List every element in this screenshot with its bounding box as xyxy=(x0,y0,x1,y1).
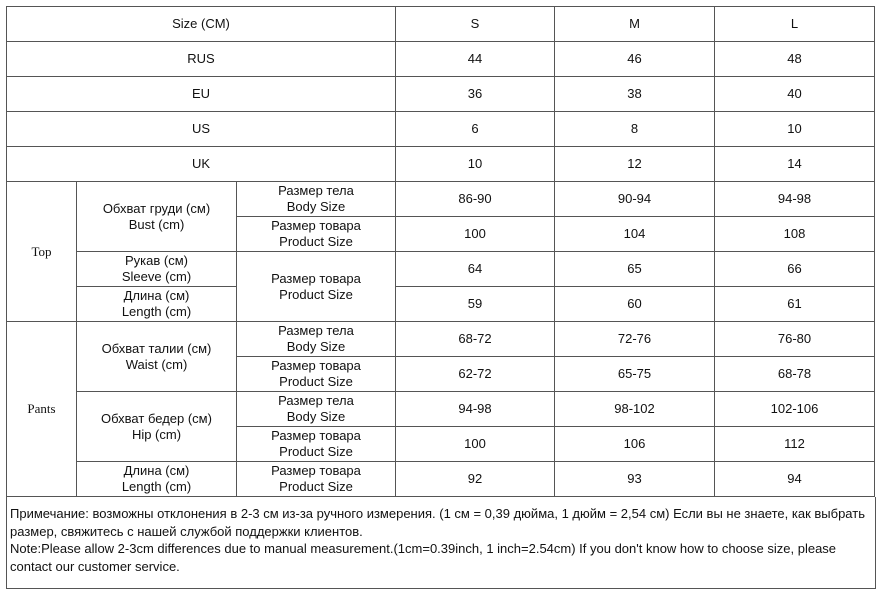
region-uk: UK xyxy=(7,147,396,182)
size-m-header: M xyxy=(555,7,715,42)
cell: 65 xyxy=(555,252,715,287)
cell: 94-98 xyxy=(396,392,555,427)
product-size-ru: Размер товара xyxy=(271,463,361,478)
body-size-label xyxy=(237,182,396,217)
region-eu: EU xyxy=(7,77,396,112)
cell: 46 xyxy=(555,42,715,77)
length-label-en: Length (cm) xyxy=(121,304,192,319)
cell: 104 xyxy=(555,217,715,252)
pants-section-label: Pants xyxy=(7,322,77,497)
cell: 61 xyxy=(715,287,875,322)
bust-label-ru: Обхват груди (см) xyxy=(102,200,211,216)
bust-label-en: Bust (cm) xyxy=(128,216,185,232)
cell: 66 xyxy=(715,252,875,287)
table-row xyxy=(7,322,875,357)
cell: 76-80 xyxy=(715,322,875,357)
cell: 100 xyxy=(396,427,555,462)
product-size-ru: Размер товара xyxy=(271,270,361,286)
size-s-header: S xyxy=(396,7,555,42)
body-size-label xyxy=(237,392,396,427)
size-chart xyxy=(6,6,874,589)
size-table xyxy=(6,6,875,497)
body-size-ru: Размер тела xyxy=(278,183,354,198)
length-label-en: Length (cm) xyxy=(121,479,192,494)
table-row xyxy=(7,252,875,287)
top-section-label: Top xyxy=(7,182,77,322)
waist-label xyxy=(77,322,237,392)
note-box xyxy=(6,497,876,589)
sleeve-label-en: Sleeve (cm) xyxy=(121,269,192,284)
cell: 102-106 xyxy=(715,392,875,427)
cell: 40 xyxy=(715,77,875,112)
product-size-ru: Размер товара xyxy=(271,428,361,443)
table-row xyxy=(7,287,875,322)
cell: 94 xyxy=(715,462,875,497)
product-size-label xyxy=(237,217,396,252)
waist-label-en: Waist (cm) xyxy=(125,356,188,372)
table-row xyxy=(7,462,875,497)
cell: 60 xyxy=(555,287,715,322)
table-row xyxy=(7,392,875,427)
cell: 92 xyxy=(396,462,555,497)
cell: 65-75 xyxy=(555,357,715,392)
size-l-header: L xyxy=(715,7,875,42)
product-size-en: Product Size xyxy=(279,286,353,302)
sleeve-label xyxy=(77,252,237,287)
product-size-ru: Размер товара xyxy=(271,218,361,233)
product-size-en: Product Size xyxy=(279,234,353,249)
region-us: US xyxy=(7,112,396,147)
waist-label-ru: Обхват талии (см) xyxy=(101,340,212,356)
cell: 93 xyxy=(555,462,715,497)
cell: 12 xyxy=(555,147,715,182)
cell: 44 xyxy=(396,42,555,77)
cell: 10 xyxy=(715,112,875,147)
body-size-en: Body Size xyxy=(286,339,346,354)
length-label-ru: Длина (см) xyxy=(123,463,190,478)
cell: 59 xyxy=(396,287,555,322)
table-row xyxy=(7,182,875,217)
hip-label-en: Hip (cm) xyxy=(131,426,182,442)
cell: 100 xyxy=(396,217,555,252)
table-row xyxy=(7,42,875,77)
product-size-en: Product Size xyxy=(279,479,353,494)
body-size-ru: Размер тела xyxy=(278,393,354,408)
body-size-label xyxy=(237,322,396,357)
cell: 6 xyxy=(396,112,555,147)
size-header-label: Size (CM) xyxy=(7,7,396,42)
cell: 106 xyxy=(555,427,715,462)
cell: 68-72 xyxy=(396,322,555,357)
cell: 8 xyxy=(555,112,715,147)
product-size-ru: Размер товара xyxy=(271,358,361,373)
length-label xyxy=(77,287,237,322)
table-row xyxy=(7,77,875,112)
cell: 108 xyxy=(715,217,875,252)
note-ru: Примечание: возможны отклонения в 2-3 см из-за ручного измерения. (1 см = 0,39 дюйма, 1 дюйм = 2,54 см) Если вы не знаете, как выбрать размер, свяжитесь с нашей службой поддержки клиентов. xyxy=(10,506,865,539)
hip-label xyxy=(77,392,237,462)
body-size-ru: Размер тела xyxy=(278,323,354,338)
product-size-label xyxy=(237,427,396,462)
cell: 48 xyxy=(715,42,875,77)
cell: 112 xyxy=(715,427,875,462)
cell: 62-72 xyxy=(396,357,555,392)
product-size-label xyxy=(237,462,396,497)
cell: 86-90 xyxy=(396,182,555,217)
cell: 90-94 xyxy=(555,182,715,217)
product-size-label xyxy=(237,357,396,392)
hip-label-ru: Обхват бедер (см) xyxy=(101,410,212,426)
body-size-en: Body Size xyxy=(286,409,346,424)
table-row xyxy=(7,147,875,182)
cell: 14 xyxy=(715,147,875,182)
region-rus: RUS xyxy=(7,42,396,77)
product-size-en: Product Size xyxy=(279,444,353,459)
cell: 64 xyxy=(396,252,555,287)
note-en: Note:Please allow 2-3cm differences due to manual measurement.(1cm=0.39inch, 1 inch=2.54cm) If you don't know how to choose size, please contact our customer service. xyxy=(10,541,837,574)
body-size-en: Body Size xyxy=(286,199,346,214)
cell: 98-102 xyxy=(555,392,715,427)
sleeve-label-ru: Рукав (см) xyxy=(125,253,188,268)
length-label-ru: Длина (см) xyxy=(123,288,190,303)
header-row xyxy=(7,7,875,42)
product-size-label xyxy=(237,252,396,322)
cell: 94-98 xyxy=(715,182,875,217)
bust-label xyxy=(77,182,237,252)
product-size-en: Product Size xyxy=(279,374,353,389)
table-row xyxy=(7,112,875,147)
cell: 36 xyxy=(396,77,555,112)
cell: 10 xyxy=(396,147,555,182)
cell: 72-76 xyxy=(555,322,715,357)
cell: 38 xyxy=(555,77,715,112)
length-label xyxy=(77,462,237,497)
cell: 68-78 xyxy=(715,357,875,392)
